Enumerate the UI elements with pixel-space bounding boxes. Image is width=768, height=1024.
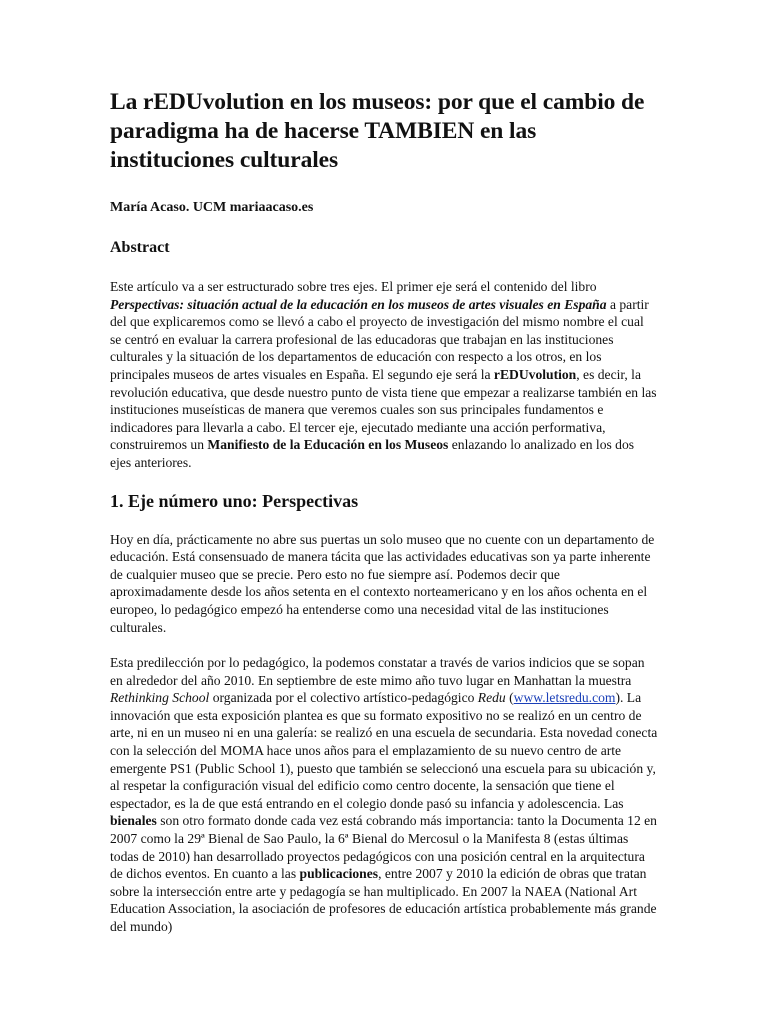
p2-text-3: ( xyxy=(505,690,514,706)
p2-text-4: ). La innovación que esta exposición plantea es que su formato expositivo no se realizó en un centro de arte, ni en un museo ni en una galería: se realizó en una escuela de secundaria. Esta novedad conecta con la selección del MOMA hace unos años para el emplazamiento de su nuevo centro de arte emergente PS1 (Public School 1), puesto que también se seleccionó una escuela para su ubicación y, al respetar la configuración visual del edificio como centro docente, la sensación que tiene el espectador, es la de que está entrando en el colegio donde pasó su infancia y adolescencia. Las xyxy=(110,690,658,811)
redu-name: Redu xyxy=(477,690,506,706)
abstract-text-1: Este artículo va a ser estructurado sobre tres ejes. El primer eje será el contenido del libro xyxy=(110,279,597,294)
document-title: La rEDUvolution en los museos: por que el cambio de paradigma ha de hacerse TAMBIEN en las instituciones culturales xyxy=(110,89,645,173)
bienales-term: bienales xyxy=(110,813,157,829)
p2-text-2: organizada por el colectivo artístico-pedagógico xyxy=(209,690,478,706)
p2-text-1: Esta predilección por lo pedagógico, la podemos constatar a través de varios indicios que se sopan en alrededor del año 2010. En septiembre de este mimo año tuvo lugar en Manhattan la muestra xyxy=(110,655,645,688)
abstract-text-2: a partir del que explicaremos como se llevó a cabo el proyecto de investigación del mismo nombre el cual se centró en evaluar la carrera profesional de las educadoras que trabajan en las instituciones culturales y la situación de los departamentos de educación con respecto a los otros, en los principales museos de artes visuales en España. El segundo eje será la xyxy=(110,296,649,382)
p2-text-6: , entre 2007 y 2010 la edición de obras que tratan sobre la intersección entre arte y pedagogía se han multiplicado. En 2007 la NAEA (National Art Education Association, la asociación de profesores de educación artística probablemente más grande del mundo) xyxy=(110,866,657,934)
abstract-heading: Abstract xyxy=(110,239,170,256)
author-line: María Acaso. UCM mariaacaso.es xyxy=(110,200,314,215)
book-title: Perspectivas: situación actual de la educación en los museos de artes visuales en España xyxy=(110,296,607,312)
abstract-paragraph xyxy=(110,278,658,472)
section-1-paragraph-1: Hoy en día, prácticamente no abre sus puertas un solo museo que no cuente con un departamento de educación. Está consensuado de manera tácita que las actividades educativas son ya parte inherente de cualquier museo que se precie. Pero esto no fue siempre así. Podemos decir que aproximadamente desde los años setenta en el contexto norteamericano y en los años ochenta en el europeo, lo pedagógico empezó ha entenderse como una necesidad vital de las instituciones culturales. xyxy=(110,531,655,635)
publicaciones-term: publicaciones xyxy=(299,866,379,882)
letsredu-link[interactable]: www.letsredu.com xyxy=(513,690,616,706)
section-1-heading: 1. Eje número uno: Perspectivas xyxy=(110,490,359,511)
section-1-paragraph-2 xyxy=(110,654,658,936)
manifesto-term: Manifiesto de la Educación en los Museos xyxy=(207,437,449,453)
abstract-text-3: , es decir, la revolución educativa, que desde nuestro punto de vista tiene que empezar a realizarse también en las instituciones museísticas de manera que veremos cuales son sus principales fundamentos e indicadores para llevarla a cabo. El tercer eje, ejecutado mediante una acción performativa, construiremos un xyxy=(110,366,657,453)
document-page xyxy=(110,88,658,936)
abstract-text-4: enlazando lo analizado en los dos ejes anteriores. xyxy=(110,437,635,470)
p2-text-5: son otro formato donde cada vez está cobrando más importancia: tanto la Documenta 12 en 2007 como la 29ª Bienal de Sao Paulo, la 6ª Bienal do Mercosul o la Manifesta 8 (estas últimas todas de 2010) han desarrollado proyectos pedagógicos con una posición central en la arquitectura de dichos eventos. En cuanto a las xyxy=(110,813,657,882)
rethinking-school-title: Rethinking School xyxy=(110,690,210,706)
reduvolution-term: rEDUvolution xyxy=(493,366,577,382)
